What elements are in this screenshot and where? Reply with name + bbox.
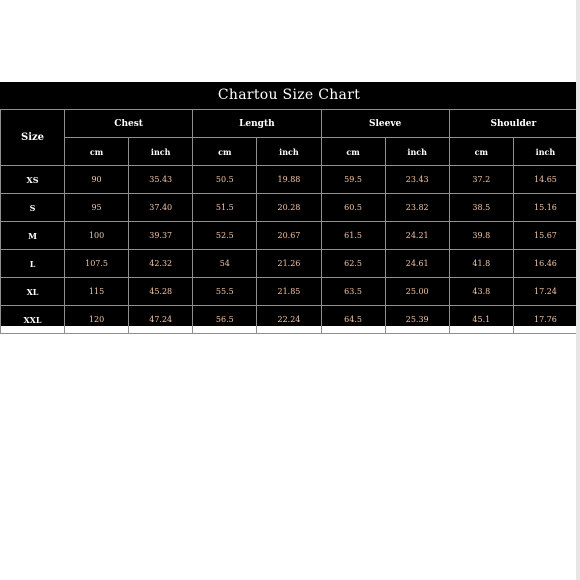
unit-header: cm — [193, 138, 257, 166]
table-cell: 25.39 — [385, 306, 449, 334]
table-row — [1, 194, 578, 222]
page-edge-divider — [576, 0, 580, 580]
table-row — [1, 250, 578, 278]
size-table — [0, 109, 578, 334]
table-cell: 21.85 — [257, 278, 321, 306]
table-cell: 61.5 — [321, 222, 385, 250]
table-cell: 60.5 — [321, 194, 385, 222]
table-cell: 15.16 — [513, 194, 577, 222]
table-cell: 37.40 — [129, 194, 193, 222]
table-cell: 37.2 — [449, 166, 513, 194]
size-label: XXL — [1, 306, 65, 334]
size-column-header: Size — [1, 110, 65, 166]
table-cell: 42.32 — [129, 250, 193, 278]
table-cell: 52.5 — [193, 222, 257, 250]
table-cell: 17.24 — [513, 278, 577, 306]
table-row — [1, 166, 578, 194]
group-header-chest: Chest — [65, 110, 193, 138]
unit-header: cm — [449, 138, 513, 166]
table-cell: 24.21 — [385, 222, 449, 250]
table-cell: 24.61 — [385, 250, 449, 278]
table-row — [1, 278, 578, 306]
table-cell: 15.67 — [513, 222, 577, 250]
table-cell: 54 — [193, 250, 257, 278]
table-cell: 100 — [65, 222, 129, 250]
chart-title: Chartou Size Chart — [217, 87, 361, 103]
size-label: XL — [1, 278, 65, 306]
table-cell: 20.67 — [257, 222, 321, 250]
table-cell: 16.46 — [513, 250, 577, 278]
unit-header: cm — [321, 138, 385, 166]
table-cell: 25.00 — [385, 278, 449, 306]
table-cell: 64.5 — [321, 306, 385, 334]
table-cell: 14.65 — [513, 166, 577, 194]
table-cell: 23.82 — [385, 194, 449, 222]
group-header-sleeve: Sleeve — [321, 110, 449, 138]
table-cell: 38.5 — [449, 194, 513, 222]
unit-header: inch — [129, 138, 193, 166]
unit-header: inch — [513, 138, 577, 166]
table-cell: 43.8 — [449, 278, 513, 306]
size-label: XS — [1, 166, 65, 194]
unit-header-row — [1, 138, 578, 166]
table-cell: 55.5 — [193, 278, 257, 306]
group-header-length: Length — [193, 110, 321, 138]
size-chart — [0, 82, 578, 326]
group-header-shoulder: Shoulder — [449, 110, 577, 138]
table-cell: 56.5 — [193, 306, 257, 334]
size-label: M — [1, 222, 65, 250]
table-cell: 62.5 — [321, 250, 385, 278]
table-cell: 115 — [65, 278, 129, 306]
unit-header: inch — [257, 138, 321, 166]
table-cell: 41.8 — [449, 250, 513, 278]
table-row — [1, 306, 578, 334]
table-cell: 39.8 — [449, 222, 513, 250]
unit-header: cm — [65, 138, 129, 166]
table-cell: 45.1 — [449, 306, 513, 334]
table-cell: 95 — [65, 194, 129, 222]
table-cell: 20.28 — [257, 194, 321, 222]
size-label: S — [1, 194, 65, 222]
table-cell: 22.24 — [257, 306, 321, 334]
group-header-row — [1, 110, 578, 138]
table-cell: 59.5 — [321, 166, 385, 194]
table-cell: 47.24 — [129, 306, 193, 334]
table-cell: 23.43 — [385, 166, 449, 194]
table-cell: 17.76 — [513, 306, 577, 334]
table-cell: 21.26 — [257, 250, 321, 278]
unit-header: inch — [385, 138, 449, 166]
table-cell: 19.88 — [257, 166, 321, 194]
table-row — [1, 222, 578, 250]
table-cell: 120 — [65, 306, 129, 334]
table-cell: 39.37 — [129, 222, 193, 250]
table-cell: 50.5 — [193, 166, 257, 194]
table-cell: 107.5 — [65, 250, 129, 278]
size-label: L — [1, 250, 65, 278]
table-cell: 63.5 — [321, 278, 385, 306]
table-cell: 45.28 — [129, 278, 193, 306]
table-cell: 51.5 — [193, 194, 257, 222]
table-cell: 35.43 — [129, 166, 193, 194]
table-cell: 90 — [65, 166, 129, 194]
